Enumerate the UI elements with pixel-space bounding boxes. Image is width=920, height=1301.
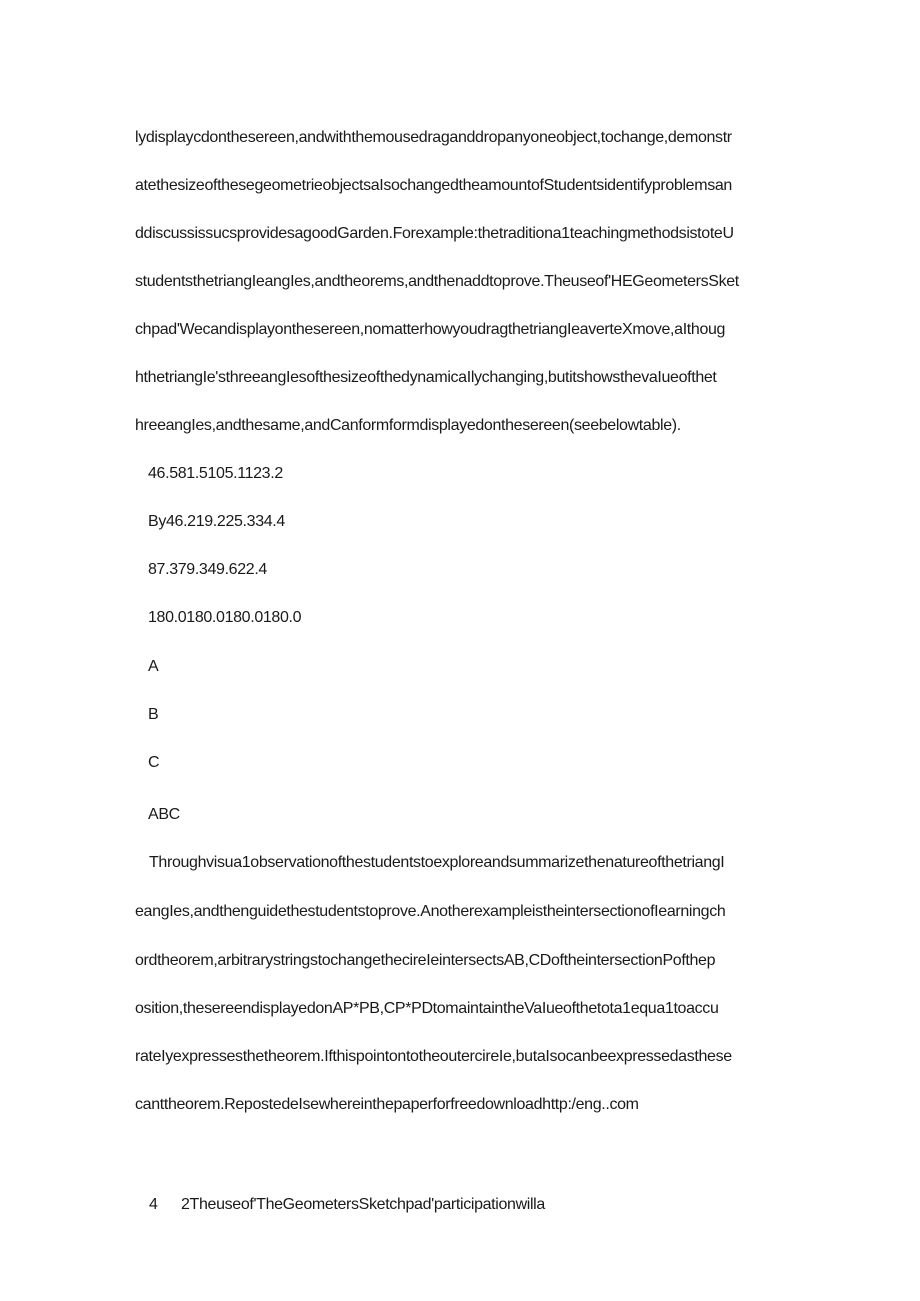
table-row: 46.581.5105.1123.2 [148,465,283,482]
paragraph-line: hreeangIes,andthesame,andCanformformdisplayedonthesereen(seebelowtable). [135,417,681,434]
section-heading [149,1195,545,1215]
section-title: 2Theuseof'TheGeometersSketchpad'participationwilla [181,1196,545,1213]
paragraph-line: osition,thesereendisplayedonAP*PB,CP*PDtomaintaintheVaIueofthetota1equa1toaccu [135,1000,719,1017]
paragraph-line: canttheorem.RepostedeIsewhereinthepaperforfreedownloadhttp:/eng..com [135,1096,639,1113]
paragraph-line: rateIyexpressesthetheorem.IfthispointontotheoutercireIe,butaIsocanbeexpressedasthese [135,1048,732,1065]
table-row: C [148,754,160,771]
table-row: A [148,658,159,675]
paragraph-line: ordtheorem,arbitrarystringstochangethecireIeintersectsAB,CDoftheintersectionPofthep [135,952,716,969]
table-row: B [148,706,159,723]
paragraph-line: atethesizeofthesegeometrieobjectsaIsochangedtheamountofStudentsidentifyproblemsan [135,177,732,194]
table-row: 87.379.349.622.4 [148,561,267,578]
paragraph-line: hthetriangIe'sthreeangIesofthesizeofthedynamicaIlychanging,butitshowsthevaIueofthet [135,369,717,386]
section-number: 4 [149,1196,158,1213]
table-row: By46.219.225.334.4 [148,513,285,530]
paragraph-line: Throughvisua1observationofthestudentstoexploreandsummarizethenatureofthetriangI [149,854,725,871]
paragraph-line: chpad'Wecandisplayonthesereen,nomatterhowyoudragthetriangIeaverteXmove,aIthoug [135,321,726,338]
table-row: 180.0180.0180.0180.0 [148,609,302,626]
paragraph-line: eangIes,andthenguidethestudentstoprove.AnotherexampleistheintersectionofIearningch [135,903,726,920]
paragraph-line: ddiscussissucsprovidesagoodGarden.Forexample:thetraditiona1teachingmethodsistoteU [135,225,734,242]
table-row: ABC [148,806,180,823]
paragraph-line: studentsthetriangIeangIes,andtheorems,andthenaddtoprove.Theuseof'HEGeometersSket [135,273,739,290]
paragraph-line: lydisplaycdonthesereen,andwiththemousedraganddropanyoneobject,tochange,demonstr [135,129,732,146]
